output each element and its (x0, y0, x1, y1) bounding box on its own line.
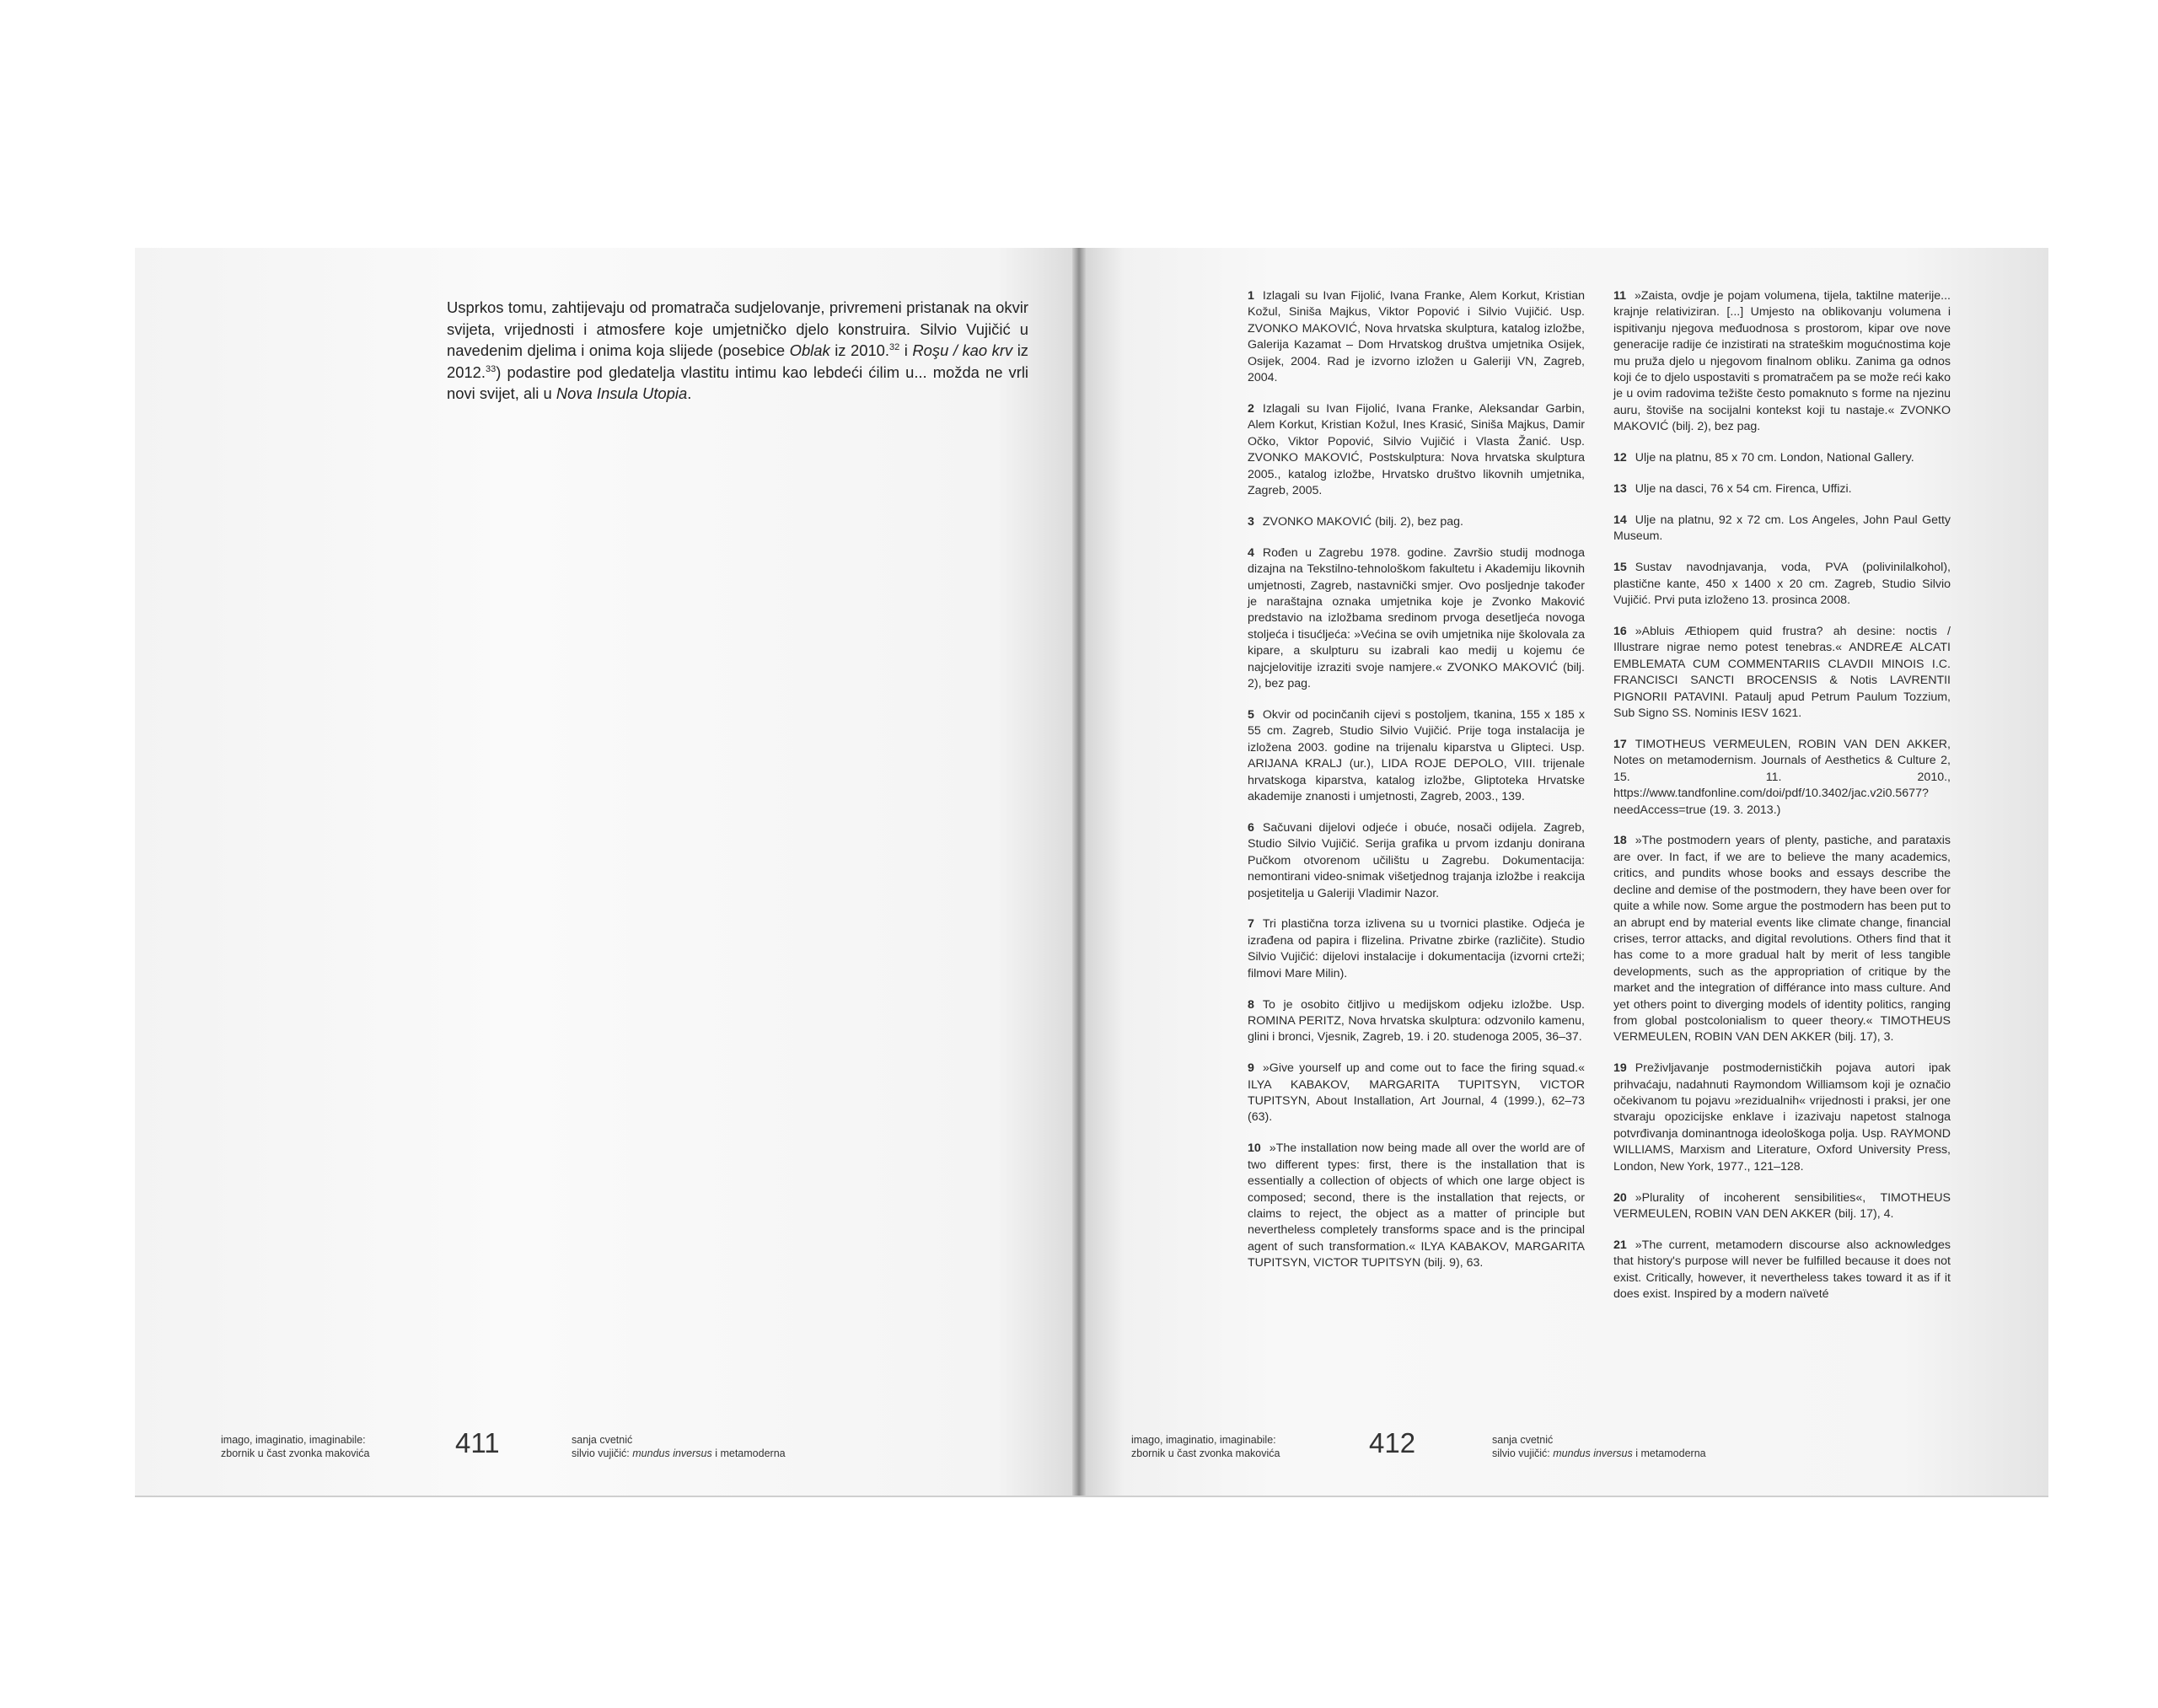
footnote-text: »The installation now being made all over the world are of two different types: first, there is the installation that is essentially a collection of objects of which one large object is composed; second, there is the installation that rejects, or claims to reject, the object as a matter of principle but nevertheless completely transforms space and is the principal agent of such transformation.« ILYA KABAKOV, MARGARITA TUPITSYN, VICTOR TUPITSYN (bilj. 9), 63. (1248, 1141, 1585, 1270)
book-gutter (1072, 248, 1086, 1496)
footnote-number: 10 (1248, 1141, 1261, 1156)
footnote-ref: 32 (889, 341, 900, 352)
footnote-number: 20 (1613, 1190, 1627, 1205)
footer-title-part: silvio vujičić: (1492, 1448, 1554, 1459)
footnote-number: 21 (1613, 1238, 1627, 1252)
footnote-text: Sustav navodnjavanja, voda, PVA (polivinilalkohol), plastične kante, 450 x 1400 x 20 cm. Zagreb, Studio Silvio Vujičić. Prvi puta izloženo 13. prosinca 2008. (1613, 561, 1951, 608)
footnote-text: »Zaista, ovdje je pojam volumena, tijela, taktilne materije... krajnje relativiziran. [...] Umjesto na oblikovanju volumena i ispitivanju njegova međuodnosa s prostorom, kipar ove nove generacije radije će inzistirati na strateškim mogućnostima koje mu pruža djelo u njegovom finalnom obliku. Zanima ga odnos koji će to djelo uspostaviti s promatračem pa se može reći kako je u ovim radovima težište često pomaknuto s forme na njezinu auru, štoviše na socijalni kontekst koji tu nastaje.« ZVONKO MAKOVIĆ (bilj. 2), bez pag. (1613, 289, 1951, 434)
footnote-number: 19 (1613, 1061, 1627, 1076)
footer-book-title (221, 1433, 369, 1460)
footnote (1613, 1061, 1951, 1175)
footnote (1613, 288, 1951, 436)
footnote-number: 8 (1248, 997, 1254, 1012)
footnote-text: »Plurality of incoherent sensibilities«, TIMOTHEUS VERMEULEN, ROBIN VAN DEN AKKER (bilj. 17), 4. (1613, 1190, 1951, 1221)
intro-text: i (899, 341, 913, 359)
intro-text: iz 2010. (829, 341, 890, 359)
footer-book-line: imago, imaginatio, imaginabile: (1131, 1434, 1276, 1446)
footnote (1248, 707, 1585, 805)
footnote (1248, 401, 1585, 499)
page-number: 411 (455, 1427, 500, 1458)
footnote-text: Ulje na platnu, 85 x 70 cm. London, National Gallery. (1635, 451, 1914, 465)
footnote (1613, 624, 1951, 722)
footnote-number: 18 (1613, 834, 1627, 848)
footnote (1248, 1141, 1585, 1271)
footer-title-part: i metamoderna (1632, 1448, 1706, 1459)
footnote-number: 5 (1248, 707, 1254, 722)
footnote (1613, 1238, 1951, 1303)
footnote-text: Rođen u Zagrebu 1978. godine. Završio studij modnoga dizajna na Tekstilno-tehnološkom fakultetu i Akademiju likovnih umjetnosti, Zagreb, nastavnički smjer. Ovo posljednje također je naraštajna oznaka umjetnika koje je Zvonko Maković predstavio na izložbama sredinom prvoga desetljeća novoga stoljeća i tisućljeća: »Većina se ovih umjetnika nije školovala za kipare, a skulpturu su izabrali kao medij u kojemu će najcjelovitije izraziti svoje namjere.« ZVONKO MAKOVIĆ (bilj. 2), bez pag. (1248, 545, 1585, 691)
footnote (1248, 997, 1585, 1046)
footnote-text: TIMOTHEUS VERMEULEN, ROBIN VAN DEN AKKER, Notes on metamodernism. Journals of Aesthetics & Culture 2, 15. 11. 2010., https://www.tandfonline.com/doi/pdf/10.3402/jac.v2i0.5677?needAccess=true (19. 3. 2013.) (1613, 737, 1951, 817)
footnote (1613, 450, 1951, 466)
footnote (1248, 288, 1585, 386)
footnote (1248, 514, 1585, 530)
intro-text: ) podastire pod gledatelja vlastitu intimu kao lebdeći ćilim u... možda ne vrli novi svijet, ali u (447, 363, 1028, 402)
footer-author: sanja cvetnić (1492, 1434, 1554, 1446)
footnote-text: Okvir od pocinčanih cijevi s postoljem, tkanina, 155 x 185 x 55 cm. Zagreb, Studio Silvio Vujičić. Prije toga instalacija je izložena 2003. godine na trijenalu kiparstva u Glipteci. Usp. ARIJANA KRALJ (ur.), LIDA ROJE DEPOLO, VIII. trijenale hrvatskoga kiparstva, katalog izložbe, Gliptoteka Hrvatske akademije znanosti i umjetnosti, Zagreb, 2003., 139. (1248, 707, 1585, 803)
footnote-number: 2 (1248, 401, 1254, 416)
intro-text: Usprkos tomu, zahtijevaju od promatrača sudjelovanje, privremeni pristanak na okvir svijeta, vrijednosti i atmosfere koje umjetničko djelo konstruira. Silvio Vujičić u navedenim djelima i onima koja slijede (posebice (447, 298, 1028, 359)
footer-chapter-title (572, 1447, 786, 1460)
footnotes-column-1 (1248, 288, 1585, 1286)
footnote-text: Izlagali su Ivan Fijolić, Ivana Franke, Aleksandar Garbin, Alem Korkut, Kristian Kožul, Ines Krasić, Siniša Majkus, Damir Očko, Viktor Popović, Silvio Vujičić i Vlasta Žanić. Usp. ZVONKO MAKOVIĆ, Postskulptura: Nova hrvatska skulptura 2005., katalog izložbe, Hrvatsko društvo likovnih umjetnika, Zagreb, 2005. (1248, 401, 1585, 497)
footnote-text: Preživljavanje postmodernističkih pojava autori ipak prihvaćaju, nadahnuti Raymondom Williamsom koji je označio očekivanom tu pojavu »rezidualnih« vrijednosti i praksi, jer one stvaraju opozicijske enklave i izazivaju napetost stalnoga potvrđivanja dominantnoga ideološkoga polja. Usp. RAYMOND WILLIAMS, Marxism and Literature, Oxford University Press, London, New York, 1977., 121–128. (1613, 1061, 1951, 1174)
page-412 (1086, 248, 2048, 1496)
footnote (1248, 916, 1585, 982)
footnote (1613, 1190, 1951, 1223)
footnote-text: ZVONKO MAKOVIĆ (bilj. 2), bez pag. (1262, 514, 1463, 529)
footnote-text: »Give yourself up and come out to face the firing squad.« ILYA KABAKOV, MARGARITA TUPITSYN, VICTOR TUPITSYN, About Installation, Art Journal, 4 (1999.), 62–73 (63). (1248, 1061, 1585, 1125)
footnote-number: 3 (1248, 514, 1254, 529)
footnote-text: »The current, metamodern discourse also acknowledges that history's purpose will never be fulfilled because it does not exist. Critically, however, it nevertheless takes toward it as if it does exist. Inspired by a modern naïveté (1613, 1238, 1951, 1302)
footer-author: sanja cvetnić (572, 1434, 633, 1446)
footnote (1613, 560, 1951, 609)
footnote-number: 12 (1613, 451, 1627, 465)
footnote (1248, 545, 1585, 693)
footnote (1248, 1061, 1585, 1126)
page-411 (135, 248, 1072, 1496)
footer-chapter (1492, 1433, 1706, 1460)
footnote-number: 4 (1248, 545, 1254, 560)
footnote-text: Sačuvani dijelovi odjeće i obuće, nosači odijela. Zagreb, Studio Silvio Vujičić. Serija grafika u prvom izdanju donirana Pučkom otvorenom učilištu u Zagrebu. Dokumentacija: nemontirani video-snimak višetjednog trajanja izložbe i reakcija posjetitelja u Galeriji Vladimir Nazor. (1248, 820, 1585, 900)
footnote-text: »Abluis Æthiopem quid frustra? ah desine: noctis / Illustrare nigrae nemo potest tenebras.« ANDREÆ ALCATI EMBLEMATA CUM COMMENTARIIS CLAVDII MINOIS I.C. FRANCISCI SANCTI BROCENSIS & Notis LAVRENTII PIGNORII PATAVINI. Pataulj apud Petrum Paulum Tozzium, Sub Signo SS. Nominis IESV 1621. (1613, 625, 1951, 721)
footnote-number: 16 (1613, 625, 1627, 638)
footnote (1613, 737, 1951, 819)
intro-paragraph (447, 297, 1028, 405)
footnotes-column-2 (1613, 288, 1951, 1318)
intro-text: . (687, 384, 692, 402)
footnote-text: »The postmodern years of plenty, pastiche, and parataxis are over. In fact, if we are to believe the many academics, critics, and pundits whose books and essays describe the decline and demise of the postmodern, they have been over for quite a while now. Some argue the postmodern has been put to an abrupt end by material events like climate change, financial crises, terror attacks, and digital revolutions. Others find that it has come to a more gradual halt by merit of less tangible developments, such as the appropriation of critique by the market and the integration of différance into mass culture. And yet others point to diverging models of identity politics, ranging from global postcolonialism to queer theory.« TIMOTHEUS VERMEULEN, ROBIN VAN DEN AKKER (bilj. 17), 3. (1613, 834, 1951, 1045)
footnote-text: Ulje na dasci, 76 x 54 cm. Firenca, Uffizi. (1635, 482, 1852, 497)
footer-title-part: mundus inversus (632, 1448, 712, 1459)
footnote (1613, 833, 1951, 1045)
footnote-number: 1 (1248, 289, 1254, 303)
footer-chapter (572, 1433, 786, 1460)
footer-title-part: silvio vujičić: (572, 1448, 633, 1459)
footnote-number: 6 (1248, 820, 1254, 835)
footnote-text: Tri plastična torza izlivena su u tvornici plastike. Odjeća je izrađena od papira i flizelina. Privatne zbirke (različite). Studio Silvio Vujičić: dijelovi instalacije i dokumentacija (izvorni crteži; filmovi Mare Milin). (1248, 917, 1585, 980)
footer-book-line: zbornik u čast zvonka makovića (221, 1448, 370, 1459)
footnote-number: 13 (1613, 482, 1627, 497)
book-spread (135, 248, 2048, 1496)
footnote-ref: 33 (486, 363, 497, 374)
footnote-text: To je osobito čitljivo u medijskom odjeku izložbe. Usp. ROMINA PERITZ, Nova hrvatska skulptura: odzvonilo kamenu, glini i bronci, Vjesnik, Zagreb, 19. i 20. studenoga 2005, 36–37. (1248, 997, 1585, 1045)
footnote-number: 14 (1613, 513, 1627, 527)
footnote-text: Ulje na platnu, 92 x 72 cm. Los Angeles, John Paul Getty Museum. (1613, 513, 1951, 544)
work-title-rosu: Roşu / kao krv (912, 341, 1013, 359)
footer-book-line: imago, imaginatio, imaginabile: (221, 1434, 366, 1446)
footnote-text: Izlagali su Ivan Fijolić, Ivana Franke, Alem Korkut, Kristian Kožul, Siniša Majkus, Viktor Popović i Silvio Vujičić. Usp. ZVONKO MAKOVIĆ, Nova hrvatska skulptura, katalog izložbe, Galerija Kazamat – Dom Hrvatskog društva umjetnika Osijek, Osijek, 2004. Rad je izvorno izložen u Galeriji VN, Zagreb, 2004. (1248, 289, 1585, 385)
intro-text: iz 2012. (447, 341, 1028, 381)
footnote-number: 15 (1613, 561, 1627, 575)
footnote (1248, 820, 1585, 902)
footer-book-title (1131, 1433, 1280, 1460)
work-title-oblak: Oblak (789, 341, 830, 359)
footnote-number: 17 (1613, 737, 1627, 751)
work-title-nova-insula-utopia: Nova Insula Utopia (556, 384, 688, 402)
footer-book-line: zbornik u čast zvonka makovića (1131, 1448, 1280, 1459)
footer-title-part: i metamoderna (711, 1448, 786, 1459)
footnote-number: 11 (1613, 289, 1626, 303)
footer-chapter-title (1492, 1447, 1706, 1460)
footnote (1613, 513, 1951, 545)
page-number: 412 (1369, 1427, 1416, 1458)
footer-title-part: mundus inversus (1553, 1448, 1633, 1459)
footnote-number: 9 (1248, 1061, 1254, 1076)
footnote-number: 7 (1248, 917, 1254, 932)
footnote (1613, 481, 1951, 497)
